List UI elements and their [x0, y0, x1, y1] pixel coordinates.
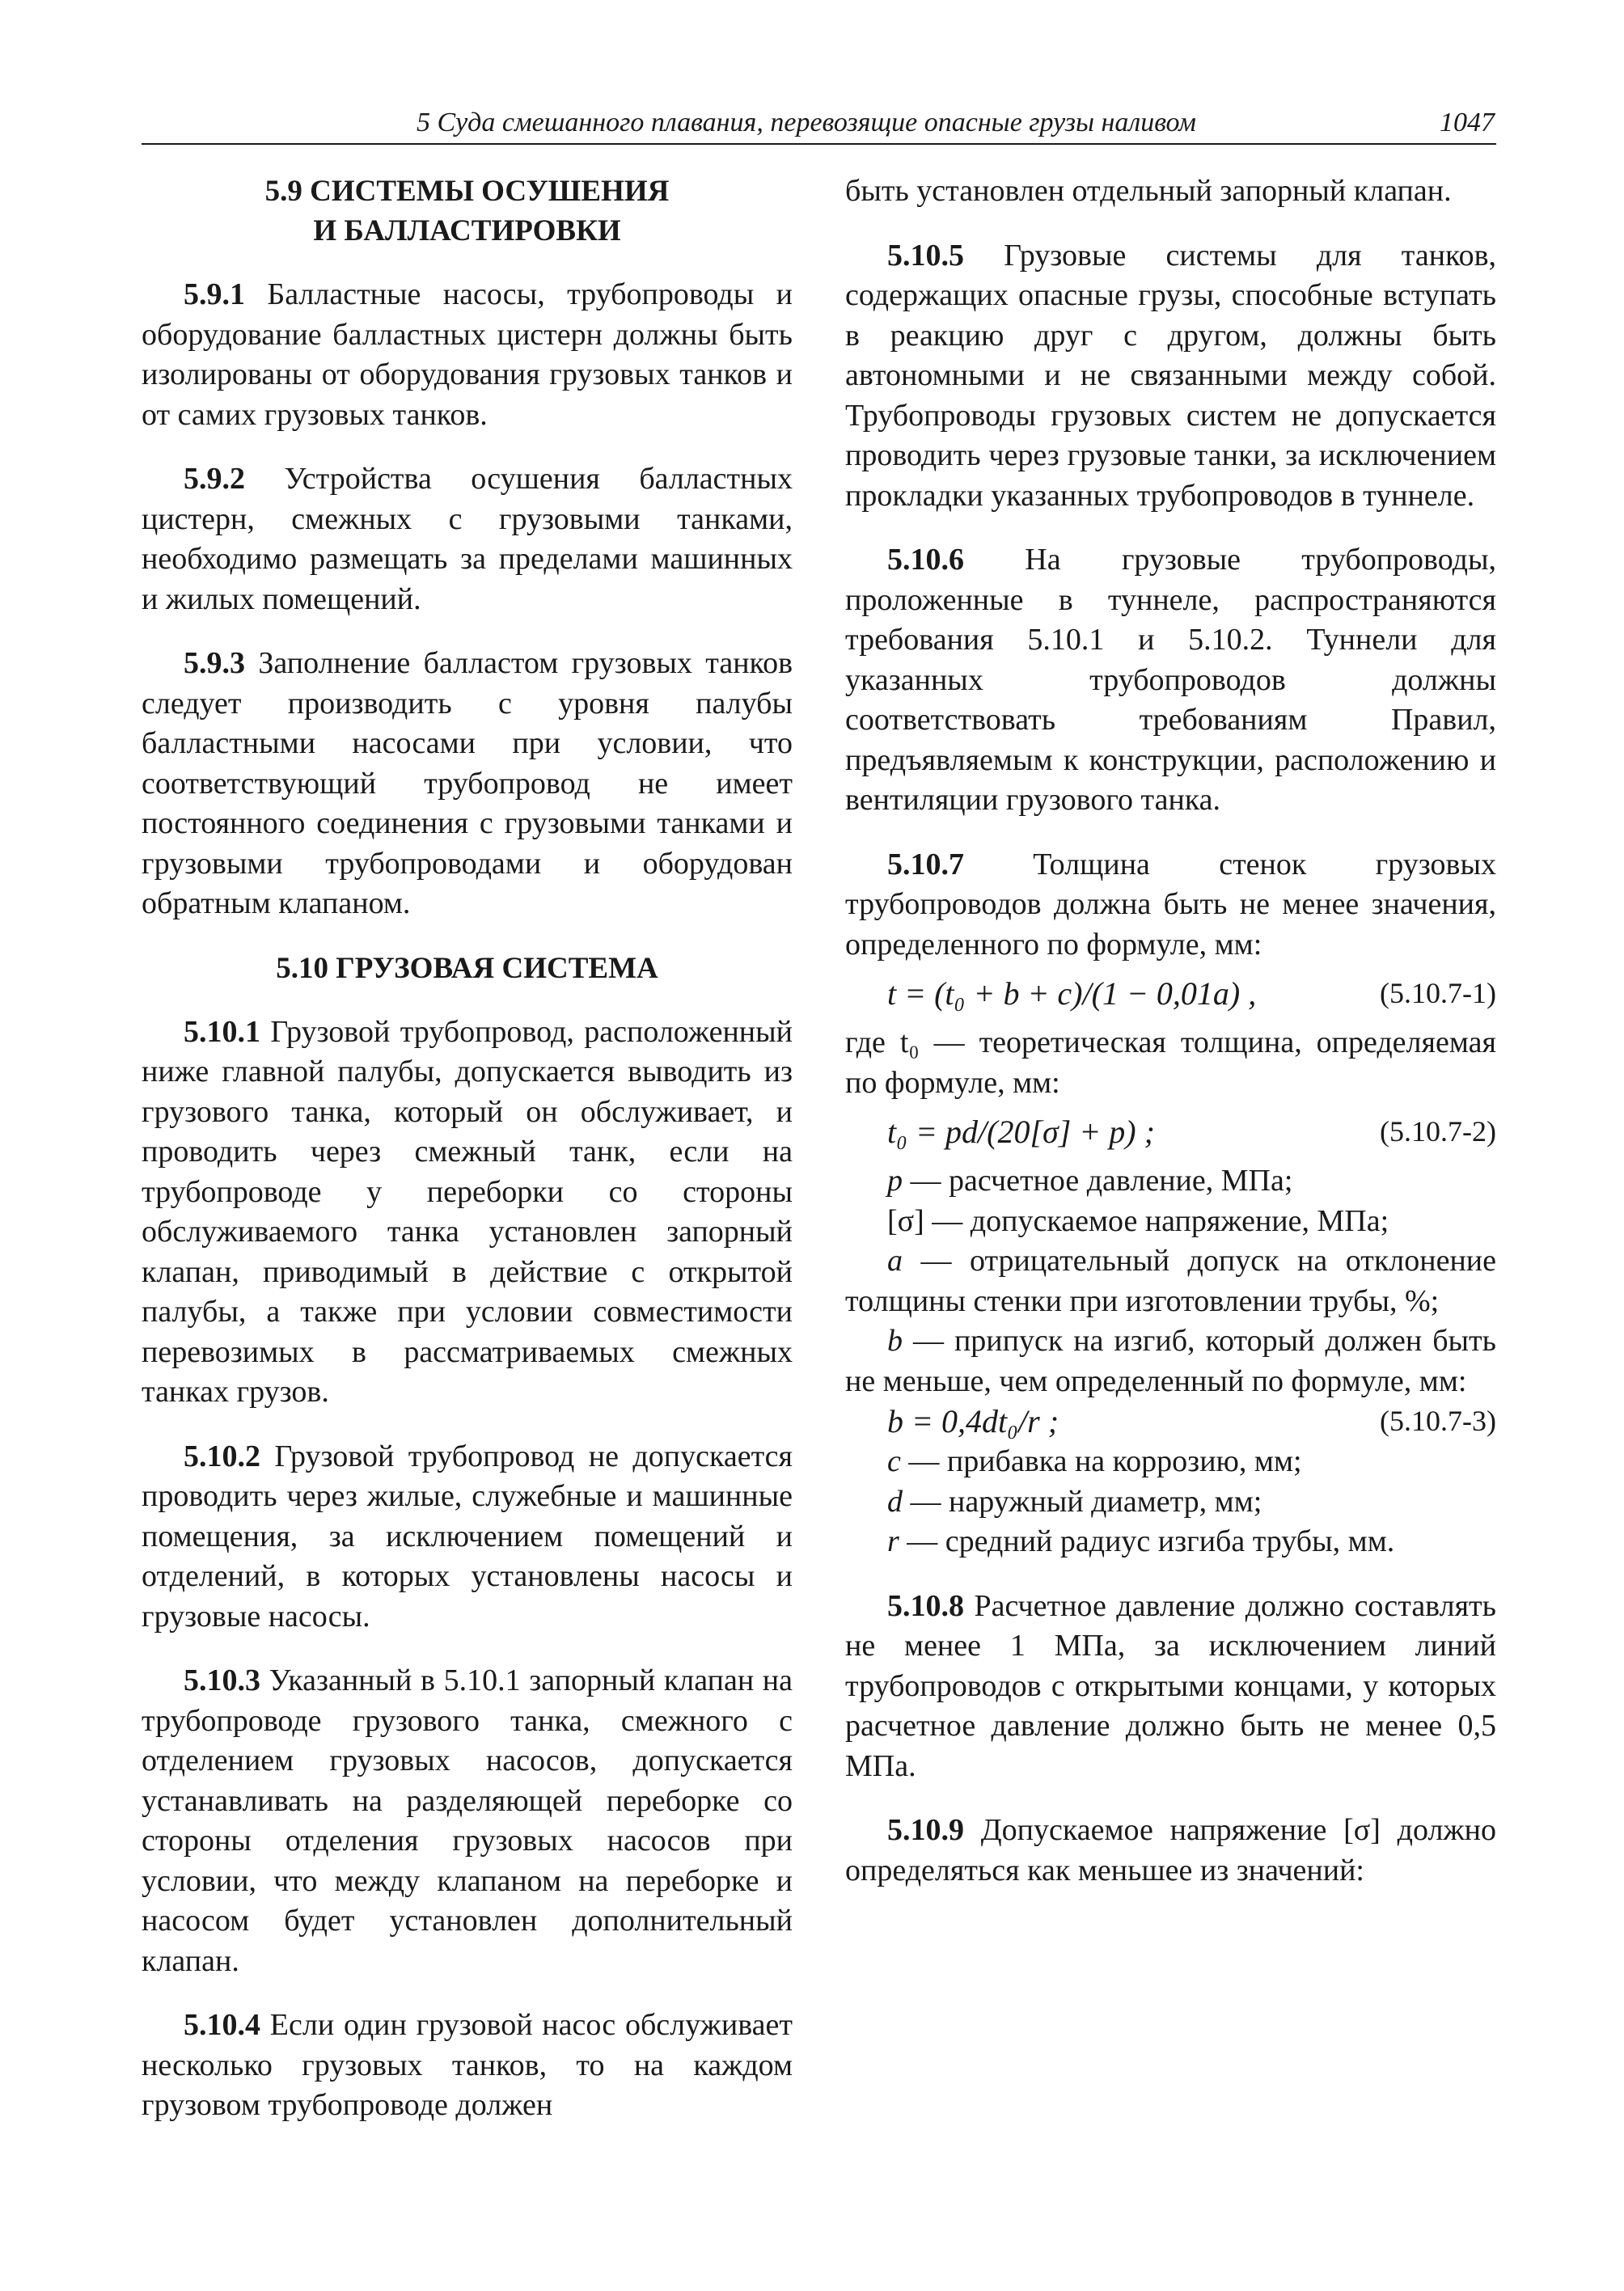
definition-d	[845, 1482, 1496, 1523]
definition-r	[845, 1522, 1496, 1562]
clause-number: 5.10.7	[887, 847, 964, 881]
definition-text: — расчетное давление, МПа;	[903, 1164, 1293, 1198]
paragraph-5-10-2	[142, 1437, 793, 1638]
clause-number: 5.10.8	[887, 1588, 964, 1623]
paragraph-5-9-3	[142, 644, 793, 924]
heading-line-1: 5.9 СИСТЕМЫ ОСУШЕНИЯ	[264, 175, 670, 208]
paragraph-5-10-9	[845, 1811, 1496, 1891]
symbol: d	[887, 1484, 903, 1519]
paragraph-5-10-1	[142, 1012, 793, 1413]
clause-text: Заполнение балластом грузовых танков следует производить с уровня палубы балластными насосами при условии, что соответствующий трубопровод не имеет постоянного соединения с грузовыми танками и грузовыми трубопроводами и оборудован обратным клапаном.	[142, 646, 793, 920]
symbol: r	[887, 1524, 899, 1558]
symbol: [σ]	[887, 1203, 924, 1238]
clause-text: На грузовые трубопроводы, проложенные в туннеле, распространяются требования 5.10.1 и 5.10.2. Туннели для указанных трубопроводов должны соответствовать требованиям Правил, предъявляемым к конструкции, расположению и вентиляции грузового танка.	[845, 543, 1496, 817]
clause-number: 5.9.1	[184, 277, 245, 311]
clause-text: Грузовые системы для танков, содержащих опасные грузы, способные вступать в реакцию друг с другом, должны быть автономными и не связанными между собой. Трубопроводы грузовых систем не допускается проводить через грузовые танки, за исключением прокладки указанных трубопроводов в туннеле.	[845, 238, 1497, 513]
clause-text: Если один грузовой насос обслуживает несколько грузовых танков, то на каждом грузовом трубопроводе должен	[142, 2008, 793, 2122]
paragraph-5-10-5	[845, 236, 1496, 517]
header-title: 5 Суда смешанного плавания, перевозящие опасные грузы наливом	[417, 108, 1196, 137]
paragraph-5-10-4	[142, 2006, 793, 2126]
left-column	[142, 171, 793, 2126]
symbol: c	[887, 1444, 901, 1478]
formula-expression: t₀ = pd/(20[σ] + p) ;	[887, 1114, 1155, 1151]
formula-expression: t = (t₀ + b + c)/(1 − 0,01a) ,	[887, 975, 1257, 1012]
definition-a	[845, 1241, 1496, 1321]
paragraph-5-10-6	[845, 540, 1496, 821]
heading-line-2: И БАЛЛАСТИРОВКИ	[313, 214, 621, 247]
definition-text: — припуск на изгиб, который должен быть не меньше, чем определенный по формуле, мм:	[845, 1324, 1496, 1398]
paragraph-5-10-8	[845, 1587, 1496, 1787]
clause-text: Допускаемое напряжение [σ] должно определяться как меньшее из значений:	[845, 1813, 1496, 1887]
clause-number: 5.10.4	[184, 2008, 260, 2042]
paragraph-5-10-7	[845, 845, 1496, 966]
formula-expression: b = 0,4dt₀/r ;	[887, 1403, 1059, 1440]
definition-text: — допускаемое напряжение, МПа;	[924, 1203, 1389, 1238]
definition-sigma	[845, 1202, 1496, 1242]
formula-5-10-7-1	[845, 970, 1496, 1018]
symbol: p	[887, 1164, 903, 1198]
definition-text: — средний радиус изгиба трубы, мм.	[899, 1524, 1395, 1558]
clause-number: 5.10.6	[887, 543, 964, 577]
clause-number: 5.10.9	[887, 1813, 964, 1847]
clause-number: 5.10.5	[887, 238, 964, 273]
clause-text: Толщина стенок грузовых трубопроводов должна быть не менее значения, определенного по формуле, мм:	[845, 847, 1496, 962]
section-heading-5-9	[142, 171, 793, 251]
formula-number: (5.10.7-2)	[1380, 1115, 1496, 1148]
clause-text: Расчетное давление должно составлять не менее 1 МПа, за исключением линий трубопроводов с открытыми концами, у которых расчетное давление должно быть не менее 0,5 МПа.	[845, 1588, 1496, 1783]
formula-number: (5.10.7-1)	[1380, 977, 1496, 1010]
paragraph-5-10-4-continued: быть установлен отдельный запорный клапан.	[845, 174, 1452, 208]
clause-number: 5.10.2	[184, 1439, 260, 1473]
paragraph-5-9-1	[142, 275, 793, 435]
running-header	[142, 106, 1496, 145]
formula-where-clause: где t₀ — теоретическая толщина, определяемая по формуле, мм:	[845, 1025, 1496, 1100]
paragraph-5-10-3	[142, 1661, 793, 1981]
symbol: a	[887, 1244, 903, 1278]
clause-number: 5.10.3	[184, 1663, 260, 1697]
definition-p	[845, 1161, 1496, 1202]
formula-5-10-7-2	[845, 1108, 1496, 1156]
clause-text: Грузовой трубопровод не допускается проводить через жилые, служебные и машинные помещения, за исключением помещений и отделений, в которых установлены насосы и грузовые насосы.	[142, 1439, 793, 1634]
symbol: b	[887, 1324, 903, 1358]
clause-number: 5.9.3	[184, 646, 245, 680]
definition-text: — прибавка на коррозию, мм;	[900, 1444, 1302, 1478]
definition-text: — отрицательный допуск на отклонение толщины стенки при изготовлении трубы, %;	[845, 1244, 1496, 1318]
paragraph-5-9-2	[142, 459, 793, 619]
clause-number: 5.10.1	[184, 1014, 260, 1049]
clause-text: Грузовой трубопровод, расположенный ниже главной палубы, допускается выводить из грузового танка, который он обслуживает, и проводить через смежный танк, если на трубопроводе у переборки со стороны обслуживаемого танка установлен запорный клапан, приводимый в действие с открытой палубы, а также при условии совместимости перевозимых в рассматриваемых смежных танках грузов.	[142, 1014, 793, 1409]
formula-number: (5.10.7-3)	[1380, 1405, 1496, 1438]
definition-c	[845, 1442, 1496, 1482]
clause-text: Устройства осушения балластных цистерн, смежных с грузовыми танками, необходимо размещать за пределами машинных и жилых помещений.	[142, 462, 793, 616]
right-column	[845, 171, 1496, 1891]
clause-text: Указанный в 5.10.1 запорный клапан на трубопроводе грузового танка, смежного с отделением грузовых насосов, допускается устанавливать на разделяющей переборке со стороны отделения грузовых насосов при условии, что между клапаном на переборке и насосом будет установлен дополнительный клапан.	[142, 1663, 793, 1978]
page-number: 1047	[1440, 108, 1495, 137]
clause-number: 5.9.2	[184, 462, 245, 496]
section-heading-5-10: 5.10 ГРУЗОВАЯ СИСТЕМА	[276, 951, 658, 985]
definition-text: — наружный диаметр, мм;	[903, 1484, 1262, 1519]
definition-b	[845, 1321, 1496, 1401]
formula-5-10-7-3	[845, 1401, 1496, 1442]
clause-text: Балластные насосы, трубопроводы и оборудование балластных цистерн должны быть изолированы от оборудования грузовых танков и от самих грузовых танков.	[142, 277, 793, 432]
